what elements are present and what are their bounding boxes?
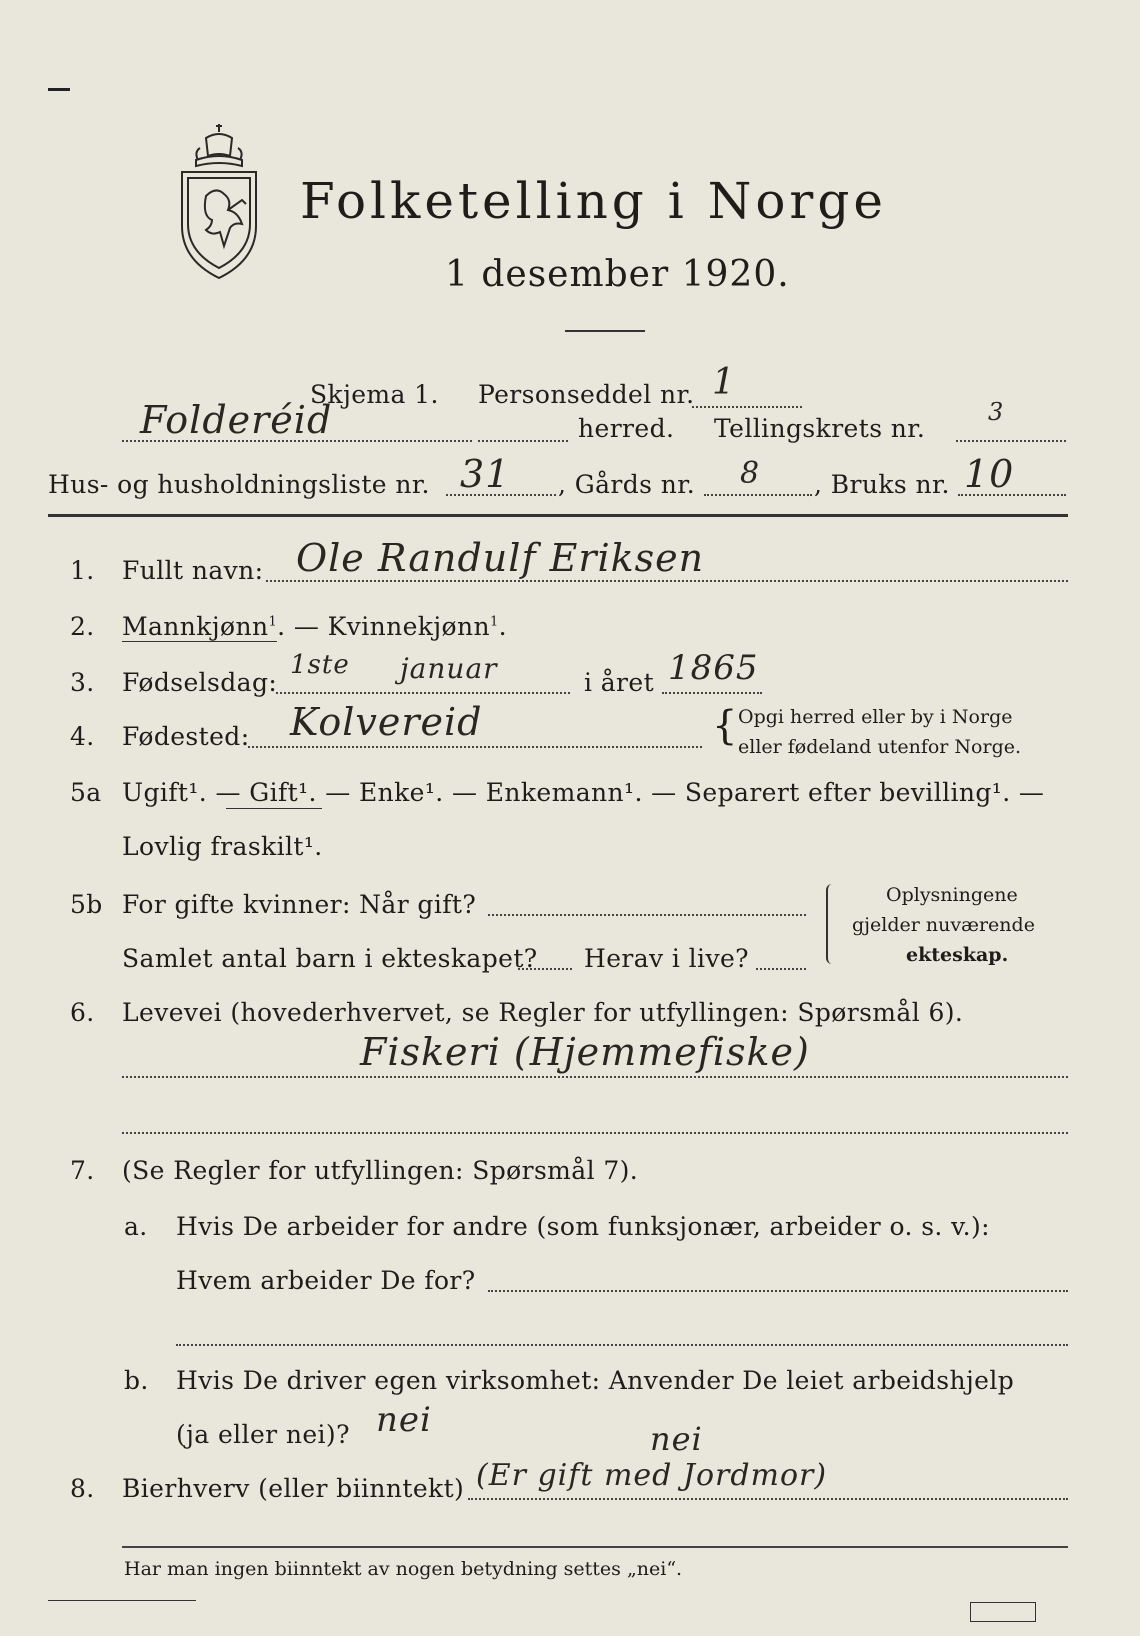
q6-number: 6. bbox=[70, 998, 95, 1027]
q5b-label3: Herav i live? bbox=[584, 944, 749, 973]
q3-year-value: 1865 bbox=[668, 648, 759, 688]
q5b-label2: Samlet antal barn i ekteskapet? bbox=[122, 944, 538, 973]
tellingskrets-value: 3 bbox=[988, 398, 1005, 426]
husliste-label: Hus- og husholdningsliste nr. bbox=[48, 470, 430, 499]
q8-field-line2[interactable] bbox=[122, 1546, 1068, 1548]
q3-label: Fødselsdag: bbox=[122, 668, 278, 697]
q2-female-option[interactable]: Kvinnekjønn$^1$ bbox=[327, 612, 499, 641]
q5b-note-line2: gjelder nuværende bbox=[852, 914, 1035, 936]
q5b-married-field[interactable] bbox=[488, 914, 806, 916]
q8-field[interactable] bbox=[468, 1498, 1068, 1500]
q7b-value: nei bbox=[376, 1400, 432, 1440]
personseddel-field[interactable] bbox=[692, 406, 802, 408]
q4-note-line1: Opgi herred eller by i Norge bbox=[738, 706, 1013, 728]
printer-stamp bbox=[970, 1602, 1036, 1622]
q5b-number: 5b bbox=[70, 890, 103, 919]
bruks-value: 10 bbox=[964, 452, 1015, 496]
q7b-label2: (ja eller nei)? bbox=[176, 1420, 350, 1449]
q2-options: Mannkjønn$^1$. — Kvinnekjønn$^1$. bbox=[122, 612, 507, 641]
q5b-children-field[interactable] bbox=[518, 968, 572, 970]
q8-number: 8. bbox=[70, 1474, 95, 1503]
q7b-label1: Hvis De driver egen virksomhet: Anvender De leiet arbeidshjelp bbox=[176, 1366, 1015, 1395]
tellingskrets-field[interactable] bbox=[956, 440, 1066, 442]
q6-value: Fiskeri (Hjemmefiske) bbox=[360, 1030, 810, 1074]
personseddel-value: 1 bbox=[712, 362, 736, 403]
coat-of-arms-icon bbox=[176, 124, 268, 284]
q4-note-brace: { bbox=[712, 703, 738, 749]
q7b-value-extra: nei bbox=[650, 1420, 703, 1458]
tellingskrets-label: Tellingskrets nr. bbox=[714, 414, 926, 443]
corner-mark bbox=[48, 88, 70, 91]
q8-label: Bierhverv (eller biinntekt) bbox=[122, 1474, 465, 1503]
husliste-value: 31 bbox=[460, 452, 511, 496]
q5a-options: Ugift¹. — Gift¹. — Enke¹. — Enkemann¹. — Separert efter bevilling¹. — bbox=[122, 778, 1045, 807]
q3-month-value: januar bbox=[400, 652, 498, 685]
header-divider bbox=[48, 514, 1068, 517]
bruks-label: , Bruks nr. bbox=[814, 470, 950, 499]
q1-number: 1. bbox=[70, 556, 95, 585]
q5b-note-bracket bbox=[826, 884, 836, 964]
q1-label: Fullt navn: bbox=[122, 556, 264, 585]
q3-number: 3. bbox=[70, 668, 95, 697]
footer-rule bbox=[48, 1600, 196, 1601]
form-date: 1 desember 1920. bbox=[445, 254, 790, 295]
title-divider bbox=[565, 330, 645, 332]
q7a-field-line2[interactable] bbox=[176, 1344, 1068, 1346]
q6-label: Levevei (hovederhvervet, se Regler for utfyllingen: Spørsmål 6). bbox=[122, 998, 964, 1027]
q7b-number: b. bbox=[124, 1366, 149, 1395]
q2-number: 2. bbox=[70, 612, 95, 641]
q4-note-line2: eller fødeland utenfor Norge. bbox=[738, 736, 1022, 758]
q7-number: 7. bbox=[70, 1156, 95, 1185]
q3-day-field[interactable] bbox=[276, 692, 570, 694]
q4-label: Fødested: bbox=[122, 722, 250, 751]
q7a-field[interactable] bbox=[488, 1290, 1068, 1292]
q7a-label1: Hvis De arbeider for andre (som funksjonær, arbeider o. s. v.): bbox=[176, 1212, 991, 1241]
q6-field-line2[interactable] bbox=[122, 1132, 1068, 1134]
q2-male-option[interactable]: Mannkjønn$^1$ bbox=[122, 612, 278, 641]
q7-label: (Se Regler for utfyllingen: Spørsmål 7). bbox=[122, 1156, 639, 1185]
q5b-alive-field[interactable] bbox=[756, 968, 806, 970]
q7a-number: a. bbox=[124, 1212, 148, 1241]
q4-number: 4. bbox=[70, 722, 95, 751]
q3-year-label: i året bbox=[584, 668, 655, 697]
q5a-number: 5a bbox=[70, 778, 102, 807]
q5b-note-line3: ekteskap. bbox=[906, 944, 1009, 966]
q3-year-field[interactable] bbox=[662, 692, 762, 694]
herred-value: Folderéid bbox=[140, 398, 333, 442]
q7a-label2: Hvem arbeider De for? bbox=[176, 1266, 476, 1295]
gards-field[interactable] bbox=[704, 494, 812, 496]
q5b-label1: For gifte kvinner: Når gift? bbox=[122, 890, 477, 919]
q1-value: Ole Randulf Eriksen bbox=[296, 536, 705, 580]
q5b-note-line1: Oplysningene bbox=[886, 884, 1018, 906]
footer-note: Har man ingen biinntekt av nogen betydning settes „nei“. bbox=[124, 1558, 683, 1580]
gards-value: 8 bbox=[740, 456, 761, 491]
q5a-options-line2: Lovlig fraskilt¹. bbox=[122, 832, 323, 861]
q4-field[interactable] bbox=[248, 746, 702, 748]
q6-field-line1[interactable] bbox=[122, 1076, 1068, 1078]
q4-value: Kolvereid bbox=[290, 700, 483, 744]
q5a-gift-underline bbox=[226, 808, 322, 809]
q1-field[interactable] bbox=[266, 580, 1068, 582]
q3-day-value: 1ste bbox=[290, 650, 350, 680]
personseddel-label: Personseddel nr. bbox=[478, 380, 695, 409]
gards-label: , Gårds nr. bbox=[558, 470, 696, 499]
skjema-label: Skjema 1. bbox=[310, 380, 439, 409]
herred-label: herred. bbox=[578, 414, 675, 443]
herred-field-extra bbox=[478, 440, 568, 442]
q8-value: (Er gift med Jordmor) bbox=[476, 1458, 828, 1493]
form-title: Folketelling i Norge bbox=[300, 172, 887, 230]
